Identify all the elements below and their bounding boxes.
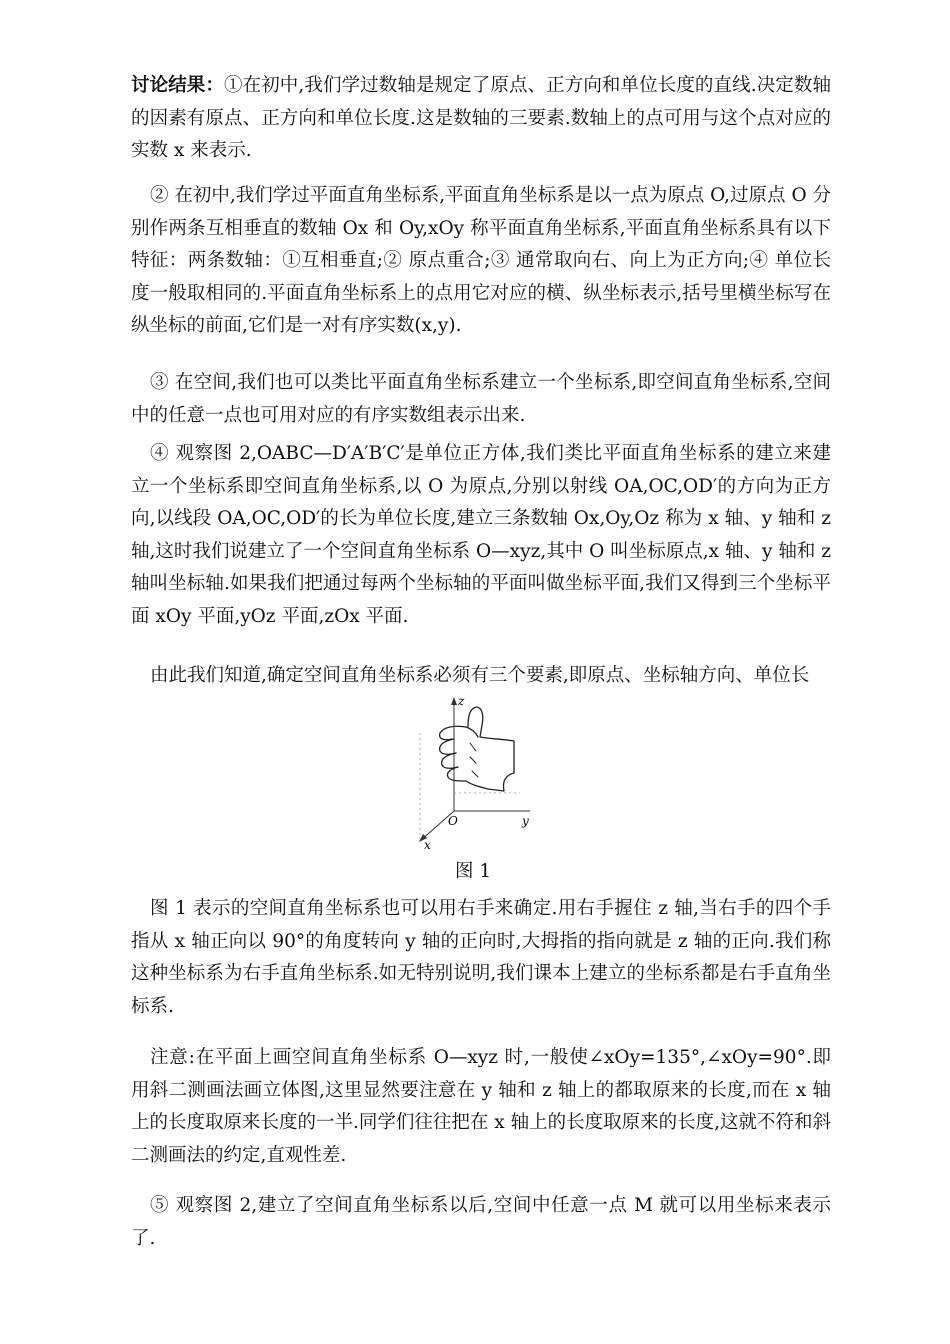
thumb-and-palm-outline bbox=[466, 707, 514, 791]
finger-4 bbox=[447, 767, 466, 781]
thumb-fold bbox=[466, 727, 478, 737]
paragraph-7: 注意:在平面上画空间直角坐标系 O—xyz 时,一般使∠xOy=135°,∠xOy=90°.即用斜二测画法画立体图,这里显然要注意在 y 轴和 z 轴上的都取原来的长度,而在 x 轴上的长度取原来长度的一半.同学们往往把在 x 轴上的长度取原来的长度,这就不符和斜二测画法的约定,直观性差. bbox=[131, 1047, 831, 1166]
paragraph-3: ③ 在空间,我们也可以类比平面直角坐标系建立一个坐标系,即空间直角坐标系,空间中的任意一点也可用对应的有序实数组表示出来. bbox=[131, 372, 831, 426]
paragraph-8: ⑤ 观察图 2,建立了空间直角坐标系以后,空间中任意一点 M 就可以用坐标来表示了. bbox=[131, 1195, 831, 1249]
origin-label: O bbox=[448, 814, 458, 828]
axis-label-x: x bbox=[424, 838, 431, 851]
right-hand-coordinate-figure bbox=[410, 693, 540, 851]
axis-label-z: z bbox=[458, 694, 465, 708]
z-axis-arrow bbox=[451, 697, 457, 705]
paragraph-4: ④ 观察图 2,OABC—D′A′B′C′是单位正方体,我们类比平面直角坐标系的建立来建立一个坐标系即空间直角坐标系,以 O 为原点,分别以射线 OA,OC,OD′的方向为正方向,以线段 OA,OC,OD′的长为单位长度,建立三条数轴 Ox,Oy,Oz 称为 x 轴、y 轴和 z 轴,这时我们说建立了一个空间直角坐标系 O—xyz,其中 O 叫坐标原点,x 轴、y 轴和 z 轴叫坐标轴.如果我们把通过每两个坐标轴的平面叫做坐标平面,我们又得到三个坐标平面 xOy 平面,yOz 平面,zOx 平面. bbox=[131, 443, 831, 627]
paragraph-6: 图 1 表示的空间直角坐标系也可以用右手来确定.用右手握住 z 轴,当右手的四个手指从 x 轴正向以 90°的角度转向 y 轴的正向时,大拇指的指向就是 z 轴的正向.我们称这种坐标系为右手直角坐标系.如无特别说明,我们课本上建立的坐标系都是右手直角坐标系. bbox=[131, 898, 831, 1017]
paragraph-2: ② 在初中,我们学过平面直角坐标系,平面直角坐标系是以一点为原点 O,过原点 O 分别作两条互相垂直的数轴 Ox 和 Oy,xOy 称平面直角坐标系,平面直角坐标系具有以下特征：两条数轴：①互相垂直;② 原点重合;③ 通常取向右、向上为正方向;④ 单位长度一般取相同的.平面直角坐标系上的点用它对应的横、纵坐标表示,括号里横坐标写在纵坐标的前面,它们是一对有序实数(x,y). bbox=[131, 185, 832, 336]
discussion-result-label: 讨论结果： bbox=[131, 75, 224, 96]
hand-icon bbox=[440, 707, 514, 791]
figure-caption: 图 1 bbox=[455, 861, 492, 882]
axis-label-y: y bbox=[522, 814, 529, 828]
knuckle-lines bbox=[470, 743, 478, 777]
paragraph-5: 由此我们知道,确定空间直角坐标系必须有三个要素,即原点、坐标轴方向、单位长 bbox=[150, 665, 810, 686]
paragraph-discussion-result bbox=[131, 70, 831, 168]
finger-1 bbox=[440, 726, 466, 740]
finger-3 bbox=[442, 753, 458, 768]
paragraph-1-text: ①在初中,我们学过数轴是规定了原点、正方向和单位长度的直线.决定数轴的因素有原点、正方向和单位长度.这是数轴的三要素.数轴上的点可用与这个点对应的实数 x 来表示. bbox=[131, 75, 831, 161]
